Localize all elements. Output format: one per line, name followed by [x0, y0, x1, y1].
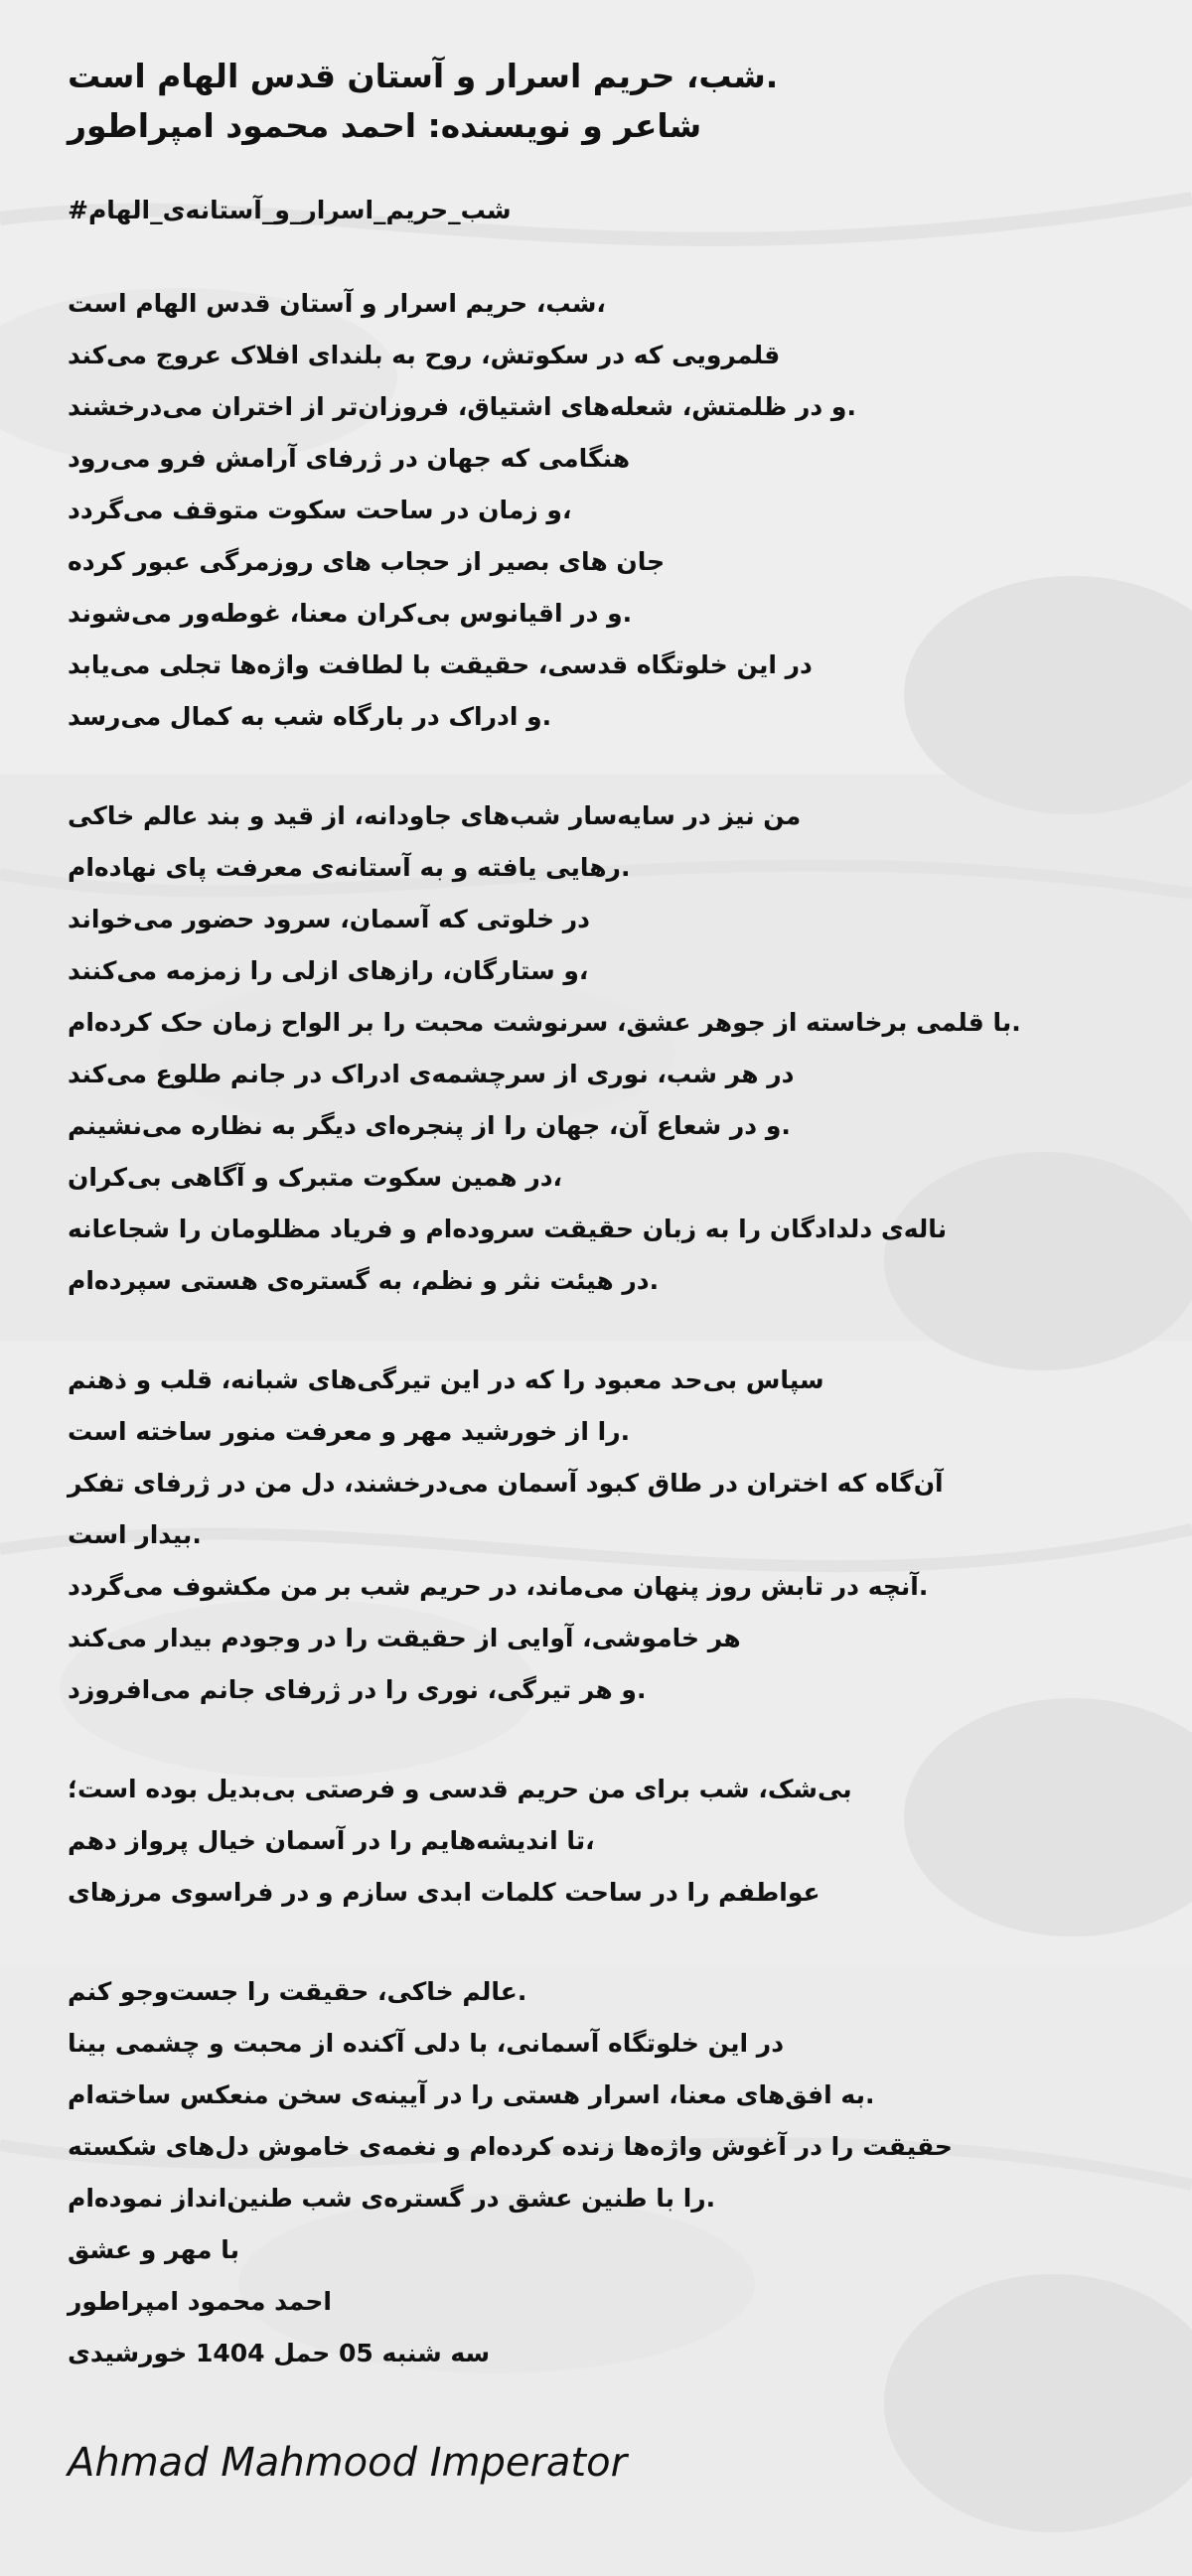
poem-line: .را با طنین عشق در گستره‌ی شب طنین‌انداز نموده‌ام	[68, 2184, 716, 2213]
poem-line: در هر شب، نوری از سرچشمه‌ی ادراک در جانم طلوع می‌کند	[68, 1060, 795, 1088]
poem-line: در این خلوتگاه آسمانی، با دلی آکنده از محبت و چشمی بینا	[68, 2029, 785, 2058]
poem-line: قلمرویی که در سکوتش، روح به بلندای افلاک عروج می‌کند	[68, 341, 781, 369]
poem-line: .و در ظلمتش، شعله‌های اشتیاق، فروزان‌تر از اختران می‌درخشند	[68, 392, 856, 421]
poem-line: من نیز در سایه‌سار شب‌های جاودانه، از قید و بند عالم خاکی	[68, 801, 802, 830]
author-signature-fa: احمد محمود امپراطور	[68, 2287, 332, 2316]
author-signature-en: Ahmad Mahmood Imperator	[68, 2440, 628, 2486]
poem-line: .و در شعاع آن، جهان را از پنجره‌ای دیگر به نظاره می‌نشینم	[68, 1111, 791, 1140]
date-line: سه شنبه 05 حمل 1404 خورشیدی	[68, 2339, 491, 2367]
poem-line: .رهایی یافته و به آستانه‌ی معرفت پای نهاده‌ام	[68, 853, 631, 882]
closing-line: با مهر و عشق	[68, 2235, 240, 2264]
poem-line: .در هیئت نثر و نظم، به گستره‌ی هستی سپرده‌ام	[68, 1266, 660, 1295]
poem-line: بی‌شک، شب برای من حریم قدسی و فرصتی بی‌بدیل بوده است؛	[68, 1775, 852, 1803]
poem-line: .با قلمی برخاسته از جوهر عشق، سرنوشت محبت را بر الواح زمان حک کرده‌ام	[68, 1008, 1021, 1037]
poem-content	[68, 52, 1120, 2491]
poem-line: .را از خورشید مهر و معرفت منور ساخته است	[68, 1417, 631, 1446]
stanza-5	[68, 1966, 1120, 2379]
stanza-2	[68, 790, 1120, 1307]
poem-line: در این خلوتگاه قدسی، حقیقت با لطافت واژه‌ها تجلی می‌یابد	[68, 650, 813, 679]
author-line: شاعر و نویسنده: احمد محمود امپراطور	[68, 106, 702, 145]
poem-line: سپاس بی‌حد معبود را که در این تیرگی‌های شبانه، قلب و ذهنم	[68, 1365, 824, 1394]
poem-line: ،در همین سکوت متبرک و آگاهی بی‌کران	[68, 1163, 563, 1192]
poem-line: حقیقت را در آغوش واژه‌ها زنده کرده‌ام و نغمه‌ی خاموش دل‌های شکسته	[68, 2132, 953, 2161]
poem-line: ناله‌ی دلدادگان را به زبان حقیقت سروده‌ام و فریاد مظلومان را شجاعانه	[68, 1215, 948, 1243]
poem-line: ،و ستارگان، رازهای ازلی را زمزمه می‌کنند	[68, 956, 589, 985]
poem-line: .بیدار است	[68, 1520, 202, 1549]
poem-line: ،و زمان در ساحت سکوت متوقف می‌گردد	[68, 496, 572, 524]
poem-line: هنگامی که جهان در ژرفای آرامش فرو می‌رود	[68, 444, 631, 473]
poem-line: .به افق‌های معنا، اسرار هستی را در آیینه‌ی سخن منعکس ساخته‌ام	[68, 2080, 875, 2109]
poem-line: هر خاموشی، آوایی از حقیقت را در وجودم بیدار می‌کند	[68, 1624, 741, 1652]
stanza-3	[68, 1355, 1120, 1716]
poem-line: .آنچه در تابش روز پنهان می‌ماند، در حریم شب بر من مکشوف می‌گردد	[68, 1572, 929, 1601]
poem-line: .عالم خاکی، حقیقت را جست‌وجو کنم	[68, 1977, 527, 2006]
page-title: .شب، حریم اسرار و آستان قدس الهام است	[68, 57, 779, 95]
poem-line: در خلوتی که آسمان، سرود حضور می‌خواند	[68, 905, 590, 933]
poem-line: .و هر تیرگی، نوری را در ژرفای جانم می‌افروزد	[68, 1675, 647, 1704]
poem-line: .و ادراک در بارگاه شب به کمال می‌رسد	[68, 702, 552, 731]
poem-line: عواطفم را در ساحت کلمات ابدی سازم و در فراسوی مرزهای	[68, 1878, 820, 1907]
poem-line: ،شب، حریم اسرار و آستان قدس الهام است	[68, 289, 606, 318]
stanza-4	[68, 1764, 1120, 1919]
hashtag: شب_حریم_اسرار_و_آستانه‌ی_الهام#	[68, 196, 512, 224]
poem-line: آن‌گاه که اختران در طاق کبود آسمان می‌درخشند، دل من در ژرفای تفکر	[68, 1469, 944, 1498]
stanza-1	[68, 278, 1120, 743]
poem-line: جان های بصیر از حجاب های روزمرگی عبور کرده	[68, 547, 666, 576]
poem-line: .و در اقیانوس بی‌کران معنا، غوطه‌ور می‌شوند	[68, 599, 633, 628]
poem-line: ،تا اندیشه‌هایم را در آسمان خیال پرواز دهم	[68, 1826, 595, 1855]
